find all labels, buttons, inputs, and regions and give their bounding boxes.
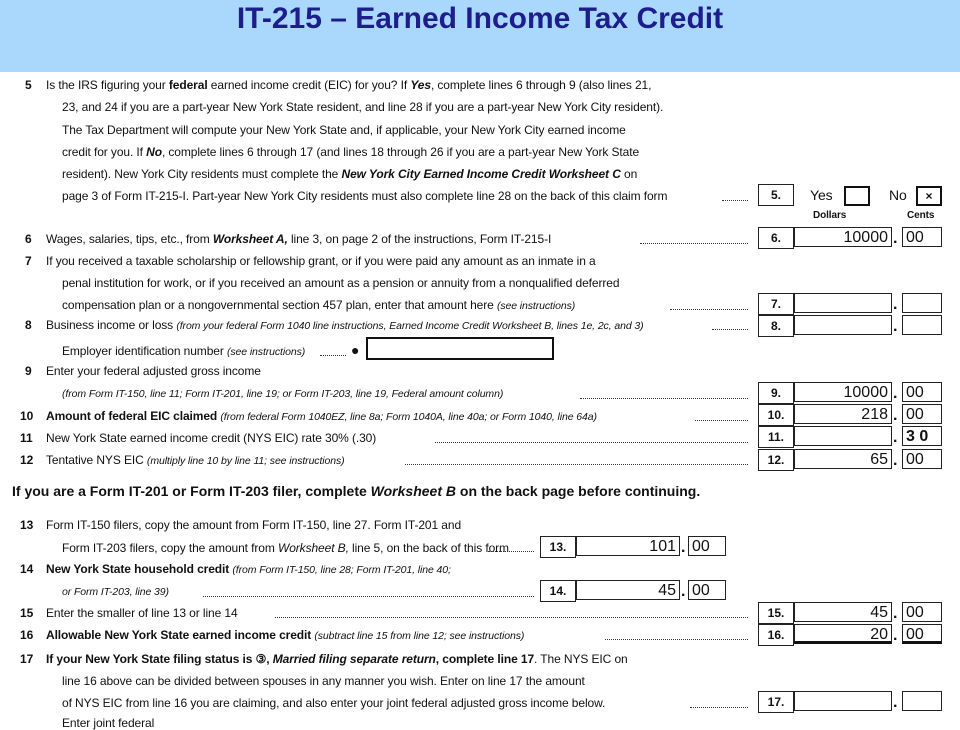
line-17-cents[interactable] — [902, 691, 942, 711]
line-5-text-4: credit for you. If No, complete lines 6 through 17 (and lines 18 through 26 if you are a part-year New York State — [62, 145, 640, 159]
leader-dots — [690, 707, 748, 708]
decimal-point: . — [893, 407, 898, 424]
line-9-text-2: (from Form IT-150, line 11; Form IT-201, line 19; or Form IT-203, line 19, Federal amount column) — [62, 388, 504, 400]
line-15-number: 15 — [20, 606, 34, 620]
line-9-text-1: Enter your federal adjusted gross income — [46, 364, 261, 378]
decimal-point: . — [893, 694, 898, 711]
yes-label: Yes — [810, 187, 833, 203]
tax-form — [0, 72, 960, 730]
line-14-text-1: New York State household credit (from Form IT-150, line 28; Form IT-201, line 40; — [46, 562, 451, 576]
decimal-point: . — [681, 583, 686, 600]
line-13-text-1: Form IT-150 filers, copy the amount from Form IT-150, line 27. Form IT-201 and — [46, 518, 462, 532]
line-8-cents[interactable] — [902, 315, 942, 335]
line-10-number: 10 — [20, 409, 34, 423]
decimal-point: . — [893, 318, 898, 335]
line-17-dollars[interactable] — [794, 691, 892, 711]
dollars-header: Dollars — [813, 210, 847, 221]
line-17-text-4: Enter joint federal — [62, 716, 155, 730]
leader-dots — [405, 464, 748, 465]
decimal-point: . — [893, 627, 898, 644]
line-17-number: 17 — [20, 652, 34, 666]
line-17-text-3: of NYS EIC from line 16 you are claiming, and also enter your joint federal adjusted gross income below. — [62, 696, 606, 710]
leader-dots — [695, 420, 748, 421]
line-8-dollars[interactable] — [794, 315, 892, 335]
no-checkbox[interactable]: × — [916, 186, 942, 206]
line-12-dollars[interactable]: 65 — [794, 449, 892, 469]
line-10-cents[interactable]: 00 — [902, 404, 942, 424]
decimal-point: . — [893, 429, 898, 446]
leader-dots — [640, 243, 748, 244]
line-14-box: 14. — [540, 580, 576, 602]
line-7-number: 7 — [25, 254, 32, 268]
line-10-dollars[interactable]: 218 — [794, 404, 892, 424]
leader-dots — [203, 596, 534, 597]
line-6-box: 6. — [758, 227, 794, 249]
line-7-text-2: penal institution for work, or if you received an amount as a pension or annuity from a nonqualified deferred — [62, 276, 620, 290]
ein-input[interactable] — [366, 337, 554, 360]
line-11-rate: 3 0 — [902, 426, 942, 446]
decimal-point: . — [681, 539, 686, 556]
line-5-box: 5. — [758, 184, 794, 206]
line-12-number: 12 — [20, 453, 34, 467]
line-12-box: 12. — [758, 449, 794, 471]
line-7-text-1: If you received a taxable scholarship or fellowship grant, or if you were paid any amount as an inmate in a — [46, 254, 596, 268]
line-14-dollars[interactable]: 45 — [576, 580, 680, 600]
line-11-text: New York State earned income credit (NYS EIC) rate 30% (.30) — [46, 431, 377, 445]
line-7-box: 7. — [758, 293, 794, 315]
line-17-box: 17. — [758, 691, 794, 713]
leader-dots — [722, 200, 748, 201]
line-16-cents[interactable]: 00 — [902, 624, 942, 644]
no-label: No — [889, 187, 907, 203]
leader-dots — [275, 617, 748, 618]
line-16-dollars[interactable]: 20 — [794, 624, 892, 644]
line-15-cents[interactable]: 00 — [902, 602, 942, 622]
leader-dots — [605, 639, 748, 640]
decimal-point: . — [893, 230, 898, 247]
line-7-dollars[interactable] — [794, 293, 892, 313]
cents-header: Cents — [907, 210, 935, 221]
line-5-text-5: resident). New York City residents must complete the New York City Earned Income Credit Worksheet C on — [62, 167, 638, 181]
leader-dots — [580, 398, 748, 399]
leader-dots — [488, 551, 534, 552]
line-5-text-6: page 3 of Form IT-215-I. Part-year New York City residents must also complete line 28 on the back of this claim form — [62, 189, 668, 203]
leader-dots — [320, 355, 346, 356]
line-10-text: Amount of federal EIC claimed (from federal Form 1040EZ, line 8a; Form 1040A, line 40a; or Form 1040, line 64a) — [46, 409, 597, 423]
line-17-text-1: If your New York State filing status is ③, Married filing separate return, complete line 17. The NYS EIC on — [46, 652, 628, 666]
line-12-text: Tentative NYS EIC (multiply line 10 by line 11; see instructions) — [46, 453, 345, 467]
line-15-box: 15. — [758, 602, 794, 624]
line-6-dollars[interactable]: 10000 — [794, 227, 892, 247]
line-11-box: 11. — [758, 426, 794, 448]
leader-dots — [435, 442, 748, 443]
page-title: IT-215 – Earned Income Tax Credit — [236, 2, 724, 35]
yes-checkbox[interactable] — [844, 186, 870, 206]
line-13-number: 13 — [20, 518, 34, 532]
line-14-number: 14 — [20, 562, 34, 576]
ein-label: Employer identification number (see instructions) — [62, 344, 306, 358]
line-13-dollars[interactable]: 101 — [576, 536, 680, 556]
title-banner — [0, 0, 960, 72]
worksheet-b-notice: If you are a Form IT-201 or Form IT-203 filer, complete Worksheet B on the back page before continuing. — [12, 483, 701, 499]
line-16-box: 16. — [758, 624, 794, 646]
line-17-text-2: line 16 above can be divided between spouses in any manner you wish. Enter on line 17 the amount — [62, 674, 585, 688]
line-16-number: 16 — [20, 628, 34, 642]
bullet-marker: ● — [351, 342, 360, 358]
line-10-box: 10. — [758, 404, 794, 426]
line-15-dollars[interactable]: 45 — [794, 602, 892, 622]
line-13-box: 13. — [540, 536, 576, 558]
decimal-point: . — [893, 452, 898, 469]
line-5-number: 5 — [25, 78, 32, 92]
line-6-text: Wages, salaries, tips, etc., from Worksheet A, line 3, on page 2 of the instructions, Form IT-215-I — [46, 232, 552, 246]
decimal-point: . — [893, 605, 898, 622]
line-5-text-3: The Tax Department will compute your New York State and, if applicable, your New York City earned income — [62, 123, 626, 137]
line-15-text: Enter the smaller of line 13 or line 14 — [46, 606, 238, 620]
line-8-box: 8. — [758, 315, 794, 337]
line-12-cents[interactable]: 00 — [902, 449, 942, 469]
decimal-point: . — [893, 296, 898, 313]
line-8-number: 8 — [25, 318, 32, 332]
line-5-text-2: 23, and 24 if you are a part-year New York State resident, and line 28 if you are a part-year New York City resident). — [62, 100, 664, 114]
line-7-text-3: compensation plan or a nongovernmental section 457 plan, enter that amount here (see instructions) — [62, 298, 576, 312]
line-13-cents[interactable]: 00 — [688, 536, 726, 556]
line-8-text: Business income or loss (from your federal Form 1040 line instructions, Earned Income Credit Worksheet B, lines 1e, 2c, and 3) — [46, 318, 644, 332]
line-6-number: 6 — [25, 232, 32, 246]
line-16-text: Allowable New York State earned income credit (subtract line 15 from line 12; see instructions) — [46, 628, 525, 642]
line-14-text-2: or Form IT-203, line 39) — [62, 586, 169, 598]
line-9-cents[interactable]: 00 — [902, 382, 942, 402]
line-9-box: 9. — [758, 382, 794, 404]
decimal-point: . — [893, 385, 898, 402]
leader-dots — [712, 329, 748, 330]
line-14-cents[interactable]: 00 — [688, 580, 726, 600]
line-7-cents[interactable] — [902, 293, 942, 313]
line-5-text-1: Is the IRS figuring your federal earned income credit (EIC) for you? If Yes, complete lines 6 through 9 (also lines 21, — [46, 78, 652, 92]
line-6-cents[interactable]: 00 — [902, 227, 942, 247]
line-11-dollars — [794, 426, 892, 446]
line-9-dollars[interactable]: 10000 — [794, 382, 892, 402]
line-13-text-2: Form IT-203 filers, copy the amount from Worksheet B, line 5, on the back of this form — [62, 541, 509, 555]
line-9-number: 9 — [25, 364, 32, 378]
line-11-number: 11 — [20, 431, 33, 445]
leader-dots — [670, 309, 748, 310]
